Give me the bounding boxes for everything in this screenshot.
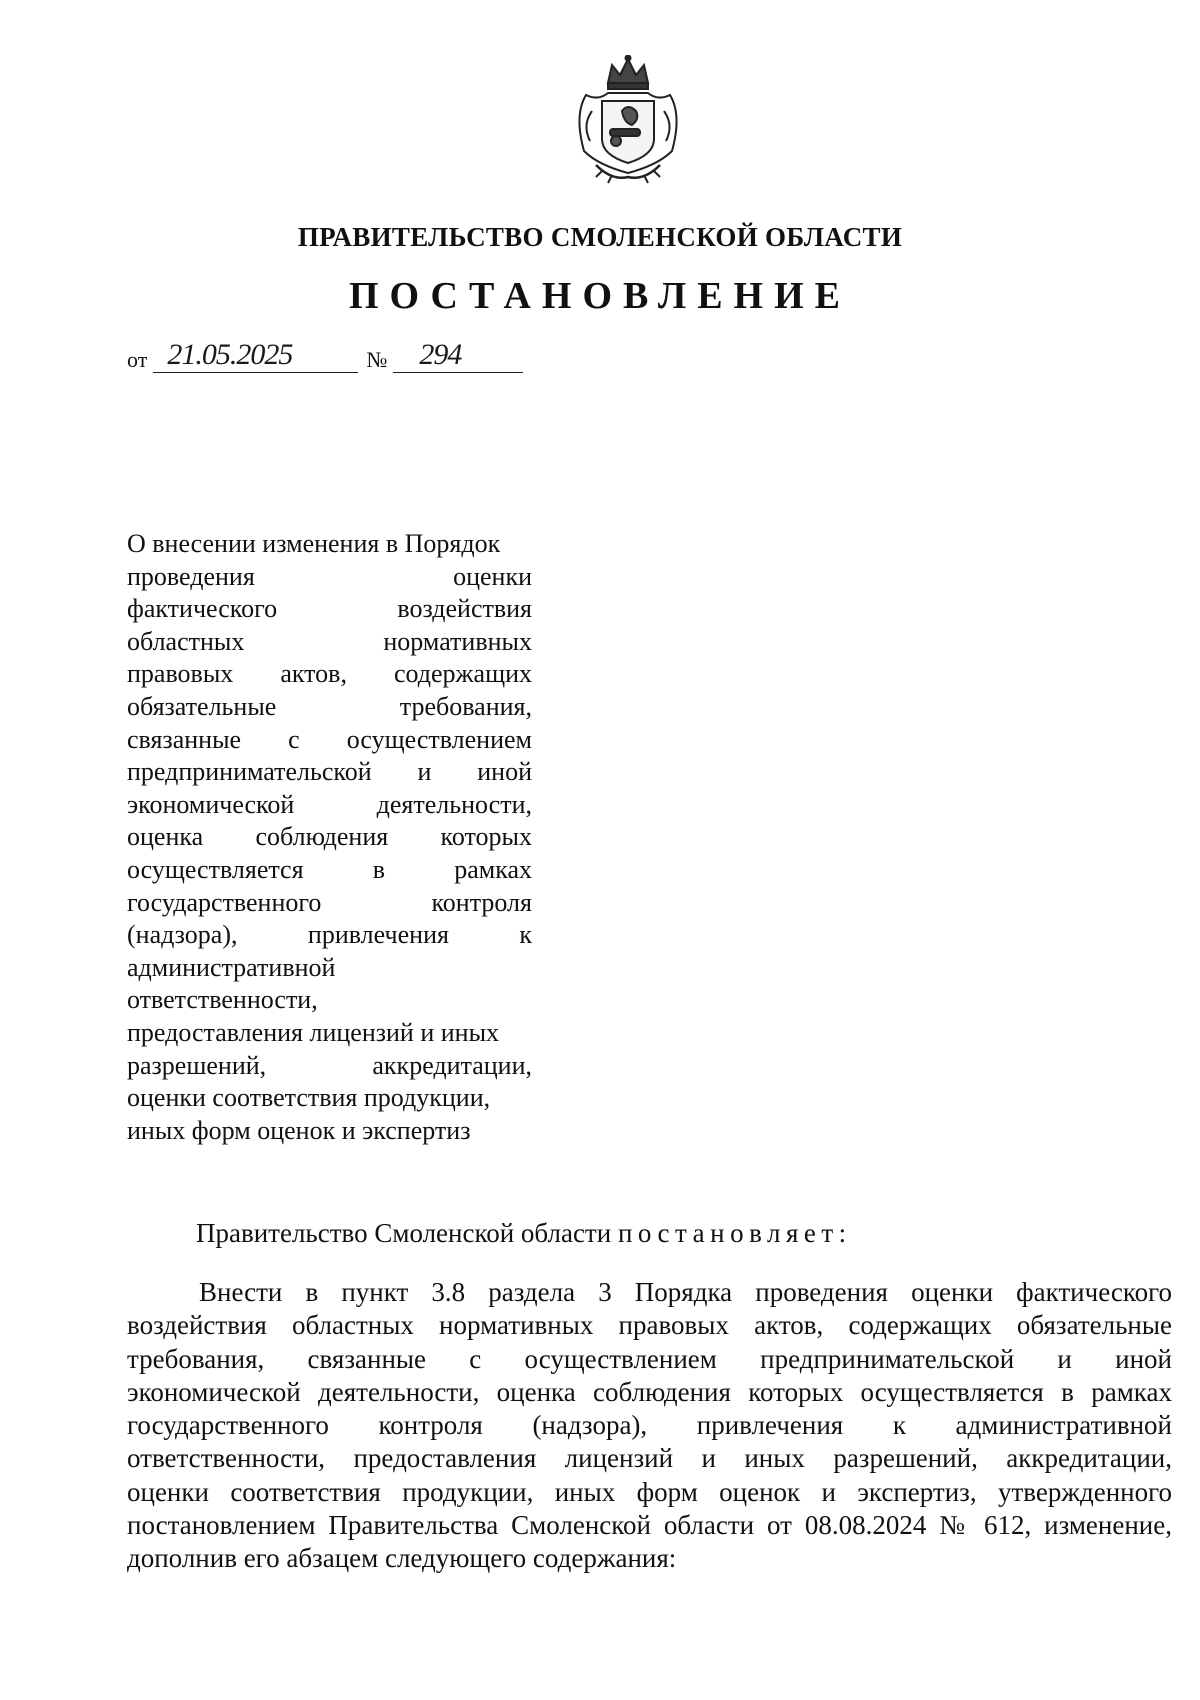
subject-line: связанные с осуществлением	[127, 724, 532, 754]
decree-statement	[196, 1218, 852, 1249]
date-field	[153, 340, 358, 373]
subject-line: обязательные требования,	[127, 691, 532, 721]
coat-of-arms-icon	[568, 55, 688, 187]
date-prefix: от	[127, 347, 148, 372]
body-line	[127, 1409, 1172, 1442]
body-line-text: постановлением Правительства Смоленской области от 08.08.2024 № 612, изменение,	[127, 1510, 1172, 1541]
subject-line: предпринимательской и иной	[127, 757, 532, 787]
handwritten-number: 294	[419, 338, 462, 371]
subject-line: О внесении изменения в Порядок	[127, 529, 501, 558]
subject-line: (надзора), привлечения к	[127, 920, 532, 950]
body-line	[127, 1376, 1172, 1409]
decree-subject: Правительство Смоленской области	[196, 1218, 612, 1248]
subject-line: фактического воздействия	[127, 594, 532, 624]
subject-line: государственного контроля	[127, 887, 532, 917]
body-line	[127, 1276, 1172, 1309]
body-line-text: ответственности, предоставления лицензий и иных разрешений, аккредитации,	[127, 1443, 1172, 1474]
document-type-title: ПОСТАНОВЛЕНИЕ	[348, 275, 852, 317]
subject-line: оценки соответствия продукции,	[127, 1083, 491, 1113]
subject-line: проведения оценки	[127, 561, 532, 591]
subject-line: ответственности,	[127, 985, 318, 1015]
body-line	[127, 1309, 1172, 1342]
body-line-text: Внести в пункт 3.8 раздела 3 Порядка проведения оценки фактического	[199, 1277, 1172, 1307]
body-line-text: государственного контроля (надзора), привлечения к административной	[127, 1410, 1172, 1441]
subject-line: предоставления лицензий и иных	[127, 1017, 500, 1047]
number-field	[393, 340, 523, 373]
subject-line: разрешений, аккредитации,	[127, 1050, 532, 1080]
body-line-text: дополнив его абзацем следующего содержания:	[127, 1543, 677, 1574]
body-line	[127, 1476, 1172, 1509]
subject-line: экономической деятельности,	[127, 789, 532, 819]
subject-line: иных форм оценок и экспертиз	[127, 1115, 471, 1145]
subject-line: оценка соблюдения которых	[127, 822, 532, 852]
body-line-text: воздействия областных нормативных правовых актов, содержащих обязательные	[127, 1310, 1172, 1341]
registration-line	[127, 340, 531, 373]
document-body	[127, 1276, 1172, 1576]
subject-line: областных нормативных	[127, 626, 532, 656]
body-line-text: требования, связанные с осуществлением предпринимательской и иной	[127, 1343, 1172, 1374]
body-line	[127, 1509, 1172, 1542]
handwritten-date: 21.05.2025	[167, 338, 293, 371]
decree-verb: постановляет:	[617, 1218, 852, 1248]
number-prefix: №	[366, 347, 388, 372]
body-line	[127, 1542, 1172, 1575]
body-line	[127, 1442, 1172, 1475]
subject-line: осуществляется в рамках	[127, 854, 532, 884]
subject-line: правовых актов, содержащих	[127, 659, 532, 689]
organization-title: ПРАВИТЕЛЬСТВО СМОЛЕНСКОЙ ОБЛАСТИ	[297, 222, 903, 252]
document-subject	[127, 528, 532, 1147]
body-line	[127, 1343, 1172, 1376]
subject-line: административной	[127, 952, 336, 982]
body-line-text: экономической деятельности, оценка соблюдения которых осуществляется в рамках	[127, 1376, 1172, 1407]
body-line-text: оценки соответствия продукции, иных форм оценок и экспертиз, утвержденного	[127, 1476, 1172, 1507]
